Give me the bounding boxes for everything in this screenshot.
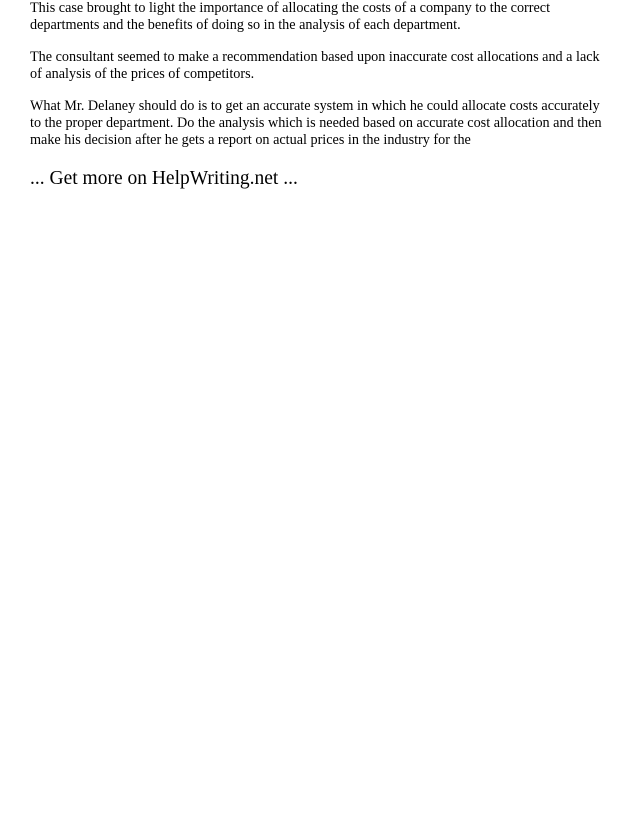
paragraph-line: to the proper department. Do the analysis which is needed based on accurate cost allocation and then <box>30 115 602 131</box>
document-body <box>30 0 608 191</box>
paragraph-line: departments and the benefits of doing so in the analysis of each department. <box>30 17 461 33</box>
paragraph-line: of analysis of the prices of competitors. <box>30 66 255 82</box>
paragraph-2 <box>30 49 608 83</box>
paragraph-3 <box>30 98 608 149</box>
paragraph-1 <box>30 0 608 34</box>
paragraph-line: The consultant seemed to make a recommendation based upon inaccurate cost allocations and a lack <box>30 49 600 65</box>
get-more-link[interactable]: ... Get more on HelpWriting.net ... <box>30 168 298 189</box>
paragraph-line: This case brought to light the importance of allocating the costs of a company to the correct <box>30 0 551 16</box>
paragraph-line: What Mr. Delaney should do is to get an accurate system in which he could allocate costs accurately <box>30 98 600 114</box>
paragraph-line: make his decision after he gets a report on actual prices in the industry for the <box>30 132 471 148</box>
